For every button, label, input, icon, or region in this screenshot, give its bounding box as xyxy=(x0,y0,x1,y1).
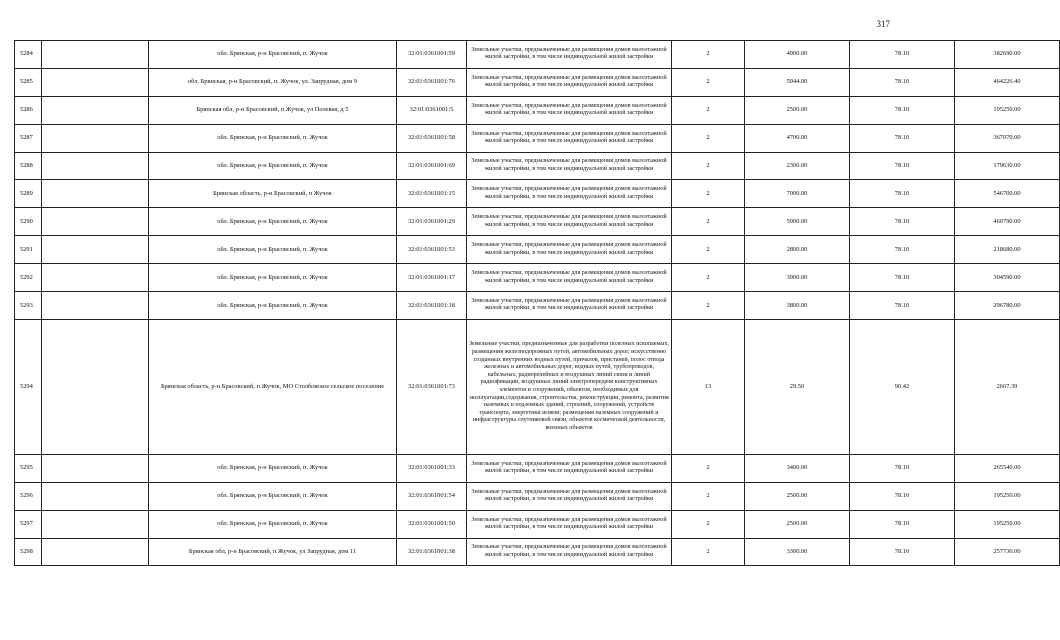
blank-cell xyxy=(42,180,149,208)
row-number-cell: 5292 xyxy=(15,264,42,292)
group-cell: 2 xyxy=(672,264,745,292)
unit-value-cell: 78.10 xyxy=(850,292,955,320)
cadastral-value-cell: 546700.00 xyxy=(955,180,1060,208)
cadastral-number-cell: 32:01:0361001:50 xyxy=(397,510,467,538)
row-number-cell: 5284 xyxy=(15,41,42,69)
group-cell: 2 xyxy=(672,68,745,96)
area-cell: 4700.00 xyxy=(745,124,850,152)
group-cell: 2 xyxy=(672,538,745,566)
blank-cell xyxy=(42,292,149,320)
area-cell: 5944.00 xyxy=(745,68,850,96)
blank-cell xyxy=(42,68,149,96)
address-cell: обл. Брянская, р-н Брасовский, п. Жучок xyxy=(149,264,397,292)
land-use-cell: Земельные участки, предназначенные для размещения домов малоэтажной жилой застройки, в том числе индивидуальной жилой застройки xyxy=(467,538,672,566)
cadastral-value-cell: 195250.00 xyxy=(955,96,1060,124)
land-use-cell: Земельные участки, предназначенные для размещения домов малоэтажной жилой застройки, в том числе индивидуальной жилой застройки xyxy=(467,236,672,264)
unit-value-cell: 78.10 xyxy=(850,538,955,566)
table-row xyxy=(15,454,1060,482)
unit-value-cell: 78.10 xyxy=(850,482,955,510)
row-number-cell: 5290 xyxy=(15,208,42,236)
group-cell: 13 xyxy=(672,319,745,454)
area-cell: 3300.00 xyxy=(745,538,850,566)
address-cell: обл. Брянская, р-н Брасовский, п. Жучок, ул. Запрудная, дом 9 xyxy=(149,68,397,96)
address-cell: обл. Брянская, р-н Брасовский, п. Жучок xyxy=(149,454,397,482)
table-row xyxy=(15,124,1060,152)
unit-value-cell: 78.10 xyxy=(850,41,955,69)
address-cell: обл. Брянская, р-н Брасовский, п. Жучок xyxy=(149,208,397,236)
cadastral-value-cell: 195250.00 xyxy=(955,510,1060,538)
row-number-cell: 5287 xyxy=(15,124,42,152)
land-use-cell: Земельные участки, предназначенные для размещения домов малоэтажной жилой застройки, в том числе индивидуальной жилой застройки xyxy=(467,292,672,320)
cadastral-value-cell: 460790.00 xyxy=(955,208,1060,236)
address-cell: Брянская обл, р-н Брасовский, п Жучок, ул Полевая, д 5 xyxy=(149,96,397,124)
group-cell: 2 xyxy=(672,510,745,538)
land-use-cell: Земельные участки, предназначенные для размещения домов малоэтажной жилой застройки, в том числе индивидуальной жилой застройки xyxy=(467,180,672,208)
row-number-cell: 5291 xyxy=(15,236,42,264)
blank-cell xyxy=(42,96,149,124)
cadastral-number-cell: 32:01:0361001:69 xyxy=(397,152,467,180)
table-body xyxy=(15,41,1060,566)
area-cell: 4900.00 xyxy=(745,41,850,69)
cadastral-number-cell: 32:01:0361001:29 xyxy=(397,208,467,236)
area-cell: 2500.00 xyxy=(745,482,850,510)
address-cell: Брянская область, р-н Брасовский, п Жучок, МО Столбовское сельское поселение xyxy=(149,319,397,454)
blank-cell xyxy=(42,152,149,180)
land-use-cell: Земельные участки, предназначенные для размещения домов малоэтажной жилой застройки, в том числе индивидуальной жилой застройки xyxy=(467,124,672,152)
cadastral-number-cell: 32:01:0361001:17 xyxy=(397,264,467,292)
unit-value-cell: 78.10 xyxy=(850,236,955,264)
cadastral-value-cell: 195250.00 xyxy=(955,482,1060,510)
table-row xyxy=(15,319,1060,454)
table-row xyxy=(15,482,1060,510)
cadastral-value-cell: 367070.00 xyxy=(955,124,1060,152)
row-number-cell: 5288 xyxy=(15,152,42,180)
table-row xyxy=(15,152,1060,180)
land-use-cell: Земельные участки, предназначенные для размещения домов малоэтажной жилой застройки, в том числе индивидуальной жилой застройки xyxy=(467,152,672,180)
cadastral-value-cell: 218680.00 xyxy=(955,236,1060,264)
table-row xyxy=(15,68,1060,96)
table-row xyxy=(15,510,1060,538)
area-cell: 2300.00 xyxy=(745,152,850,180)
area-cell: 3900.00 xyxy=(745,264,850,292)
group-cell: 2 xyxy=(672,152,745,180)
area-cell: 7000.00 xyxy=(745,180,850,208)
row-number-cell: 5294 xyxy=(15,319,42,454)
row-number-cell: 5285 xyxy=(15,68,42,96)
cadastral-number-cell: 32:01:0361001:15 xyxy=(397,180,467,208)
cadastral-value-cell: 257730.00 xyxy=(955,538,1060,566)
blank-cell xyxy=(42,208,149,236)
blank-cell xyxy=(42,41,149,69)
cadastral-number-cell: 32:01:0361001:73 xyxy=(397,319,467,454)
group-cell: 2 xyxy=(672,41,745,69)
row-number-cell: 5293 xyxy=(15,292,42,320)
area-cell: 3800.00 xyxy=(745,292,850,320)
cadastral-value-cell: 382690.00 xyxy=(955,41,1060,69)
cadastral-number-cell: 32:01:0361001:5 xyxy=(397,96,467,124)
address-cell: обл. Брянская, р-н Брасовский, п. Жучок xyxy=(149,152,397,180)
cadastral-value-cell: 2667.39 xyxy=(955,319,1060,454)
unit-value-cell: 78.10 xyxy=(850,180,955,208)
land-plots-table xyxy=(14,40,1060,566)
cadastral-number-cell: 32:01:0361001:54 xyxy=(397,482,467,510)
unit-value-cell: 78.10 xyxy=(850,124,955,152)
group-cell: 2 xyxy=(672,96,745,124)
address-cell: обл. Брянская, р-н Брасовский, п. Жучок xyxy=(149,124,397,152)
blank-cell xyxy=(42,236,149,264)
cadastral-number-cell: 32:01:0361001:58 xyxy=(397,124,467,152)
group-cell: 2 xyxy=(672,208,745,236)
address-cell: обл. Брянская, р-н Брасовский, п. Жучок xyxy=(149,482,397,510)
area-cell: 29.50 xyxy=(745,319,850,454)
row-number-cell: 5297 xyxy=(15,510,42,538)
area-cell: 5900.00 xyxy=(745,208,850,236)
cadastral-number-cell: 32:01:0361001:53 xyxy=(397,236,467,264)
blank-cell xyxy=(42,264,149,292)
cadastral-number-cell: 32:01:0361001:33 xyxy=(397,454,467,482)
unit-value-cell: 78.10 xyxy=(850,264,955,292)
unit-value-cell: 78.10 xyxy=(850,68,955,96)
group-cell: 2 xyxy=(672,454,745,482)
area-cell: 2500.00 xyxy=(745,96,850,124)
unit-value-cell: 78.10 xyxy=(850,96,955,124)
land-use-cell: Земельные участки, предназначенные для размещения домов малоэтажной жилой застройки, в том числе индивидуальной жилой застройки xyxy=(467,208,672,236)
cadastral-value-cell: 265540.00 xyxy=(955,454,1060,482)
row-number-cell: 5298 xyxy=(15,538,42,566)
row-number-cell: 5295 xyxy=(15,454,42,482)
blank-cell xyxy=(42,482,149,510)
area-cell: 2500.00 xyxy=(745,510,850,538)
page-number: 317 xyxy=(876,19,890,29)
cadastral-value-cell: 179630.00 xyxy=(955,152,1060,180)
address-cell: обл. Брянская, р-н Брасовский, п. Жучок xyxy=(149,41,397,69)
address-cell: обл. Брянская, р-н Брасовский, п. Жучок xyxy=(149,510,397,538)
row-number-cell: 5296 xyxy=(15,482,42,510)
land-use-cell: Земельные участки, предназначенные для размещения домов малоэтажной жилой застройки, в том числе индивидуальной жилой застройки xyxy=(467,510,672,538)
cadastral-number-cell: 32:01:0361001:76 xyxy=(397,68,467,96)
address-cell: Брянская область, р-н Брасовский, п Жучок xyxy=(149,180,397,208)
unit-value-cell: 78.10 xyxy=(850,152,955,180)
blank-cell xyxy=(42,124,149,152)
table-row xyxy=(15,538,1060,566)
group-cell: 2 xyxy=(672,292,745,320)
land-use-cell: Земельные участки, предназначенные для разработки полезных ископаемых, размещения железнодорожных путей, автомобильных дорог, искусственно созданных внутренних водных путей, причалов, пристаней, полос отвода железных и автомобильных дорог, водных путей, трубопроводов, кабельных, радиорелейных и воздушных линий связи и линий радиофикации, воздушных линий электропередачи конструктивных элементов и сооружений, объектов, необходимых для эксплуатации,содержания, строительства, реконструкции, ремонта, развития наземных и подземных зданий, строений, сооружений, устройств транспорта, энергетики исвязи; размещения наземных сооружений и инфраструктуры спутниковой связи, объектов космической деятельности, военных объектов xyxy=(467,319,672,454)
blank-cell xyxy=(42,319,149,454)
row-number-cell: 5289 xyxy=(15,180,42,208)
unit-value-cell: 78.10 xyxy=(850,454,955,482)
table-row xyxy=(15,264,1060,292)
land-use-cell: Земельные участки, предназначенные для размещения домов малоэтажной жилой застройки, в том числе индивидуальной жилой застройки xyxy=(467,96,672,124)
blank-cell xyxy=(42,510,149,538)
land-use-cell: Земельные участки, предназначенные для размещения домов малоэтажной жилой застройки, в том числе индивидуальной жилой застройки xyxy=(467,68,672,96)
land-use-cell: Земельные участки, предназначенные для размещения домов малоэтажной жилой застройки, в том числе индивидуальной жилой застройки xyxy=(467,41,672,69)
land-use-cell: Земельные участки, предназначенные для размещения домов малоэтажной жилой застройки, в том числе индивидуальной жилой застройки xyxy=(467,264,672,292)
blank-cell xyxy=(42,454,149,482)
table-row xyxy=(15,236,1060,264)
cadastral-number-cell: 32:01:0361001:59 xyxy=(397,41,467,69)
address-cell: обл. Брянская, р-н Брасовский, п. Жучок xyxy=(149,236,397,264)
cadastral-number-cell: 32:01:0361001:38 xyxy=(397,538,467,566)
address-cell: обл. Брянская, р-н Брасовский, п. Жучок xyxy=(149,292,397,320)
table-row xyxy=(15,180,1060,208)
table-row xyxy=(15,96,1060,124)
unit-value-cell: 90.42 xyxy=(850,319,955,454)
group-cell: 2 xyxy=(672,236,745,264)
cadastral-value-cell: 304590.00 xyxy=(955,264,1060,292)
area-cell: 3400.00 xyxy=(745,454,850,482)
table-row xyxy=(15,208,1060,236)
cadastral-value-cell: 296780.00 xyxy=(955,292,1060,320)
land-use-cell: Земельные участки, предназначенные для размещения домов малоэтажной жилой застройки, в том числе индивидуальной жилой застройки xyxy=(467,482,672,510)
address-cell: Брянская обл, р-н Брасовский, п Жучок, ул Запрудная, дом 11 xyxy=(149,538,397,566)
unit-value-cell: 78.10 xyxy=(850,510,955,538)
group-cell: 2 xyxy=(672,124,745,152)
table-row xyxy=(15,292,1060,320)
unit-value-cell: 78.10 xyxy=(850,208,955,236)
area-cell: 2800.00 xyxy=(745,236,850,264)
row-number-cell: 5286 xyxy=(15,96,42,124)
group-cell: 2 xyxy=(672,180,745,208)
cadastral-value-cell: 464226.40 xyxy=(955,68,1060,96)
land-use-cell: Земельные участки, предназначенные для размещения домов малоэтажной жилой застройки, в том числе индивидуальной жилой застройки xyxy=(467,454,672,482)
group-cell: 2 xyxy=(672,482,745,510)
table-row xyxy=(15,41,1060,69)
cadastral-number-cell: 32:01:0361001:18 xyxy=(397,292,467,320)
blank-cell xyxy=(42,538,149,566)
